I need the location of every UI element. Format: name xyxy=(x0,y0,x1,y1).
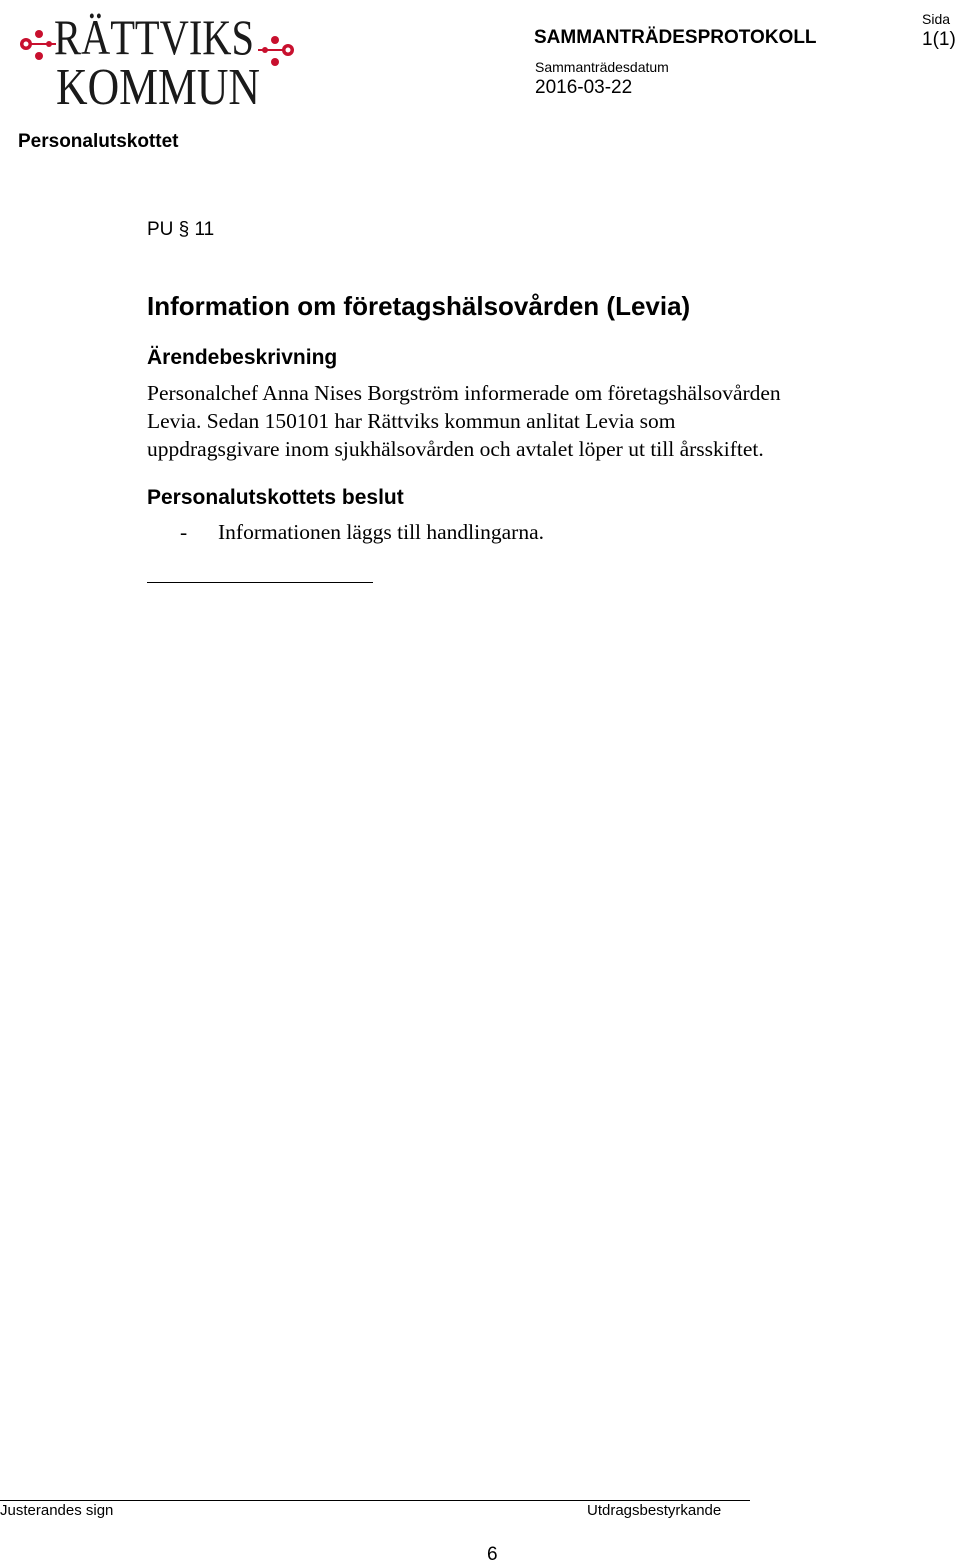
municipality-logo xyxy=(16,4,300,108)
description-line: uppdragsgivare inom sjukhälsovården och avtalet löper ut till årsskiftet. xyxy=(147,437,764,461)
document-type: SAMMANTRÄDESPROTOKOLL xyxy=(534,27,817,48)
description-text xyxy=(147,379,867,463)
decision-item-text: Informationen läggs till handlingarna. xyxy=(218,520,544,544)
logo-flower-ornament-left xyxy=(20,30,56,60)
page-value: 1(1) xyxy=(922,29,956,50)
logo-text-line2: KOMMUN xyxy=(56,59,260,108)
paragraph-number: PU § 11 xyxy=(147,219,215,240)
page-label: Sida xyxy=(922,11,951,27)
item-title: Information om företagshälsovården (Levia) xyxy=(147,291,691,321)
logo-flower-ornament-right xyxy=(258,36,294,66)
description-heading: Ärendebeskrivning xyxy=(147,346,338,369)
description-line: Personalchef Anna Nises Borgström informerade om företagshälsovården xyxy=(147,381,781,405)
logo-graphic xyxy=(16,4,300,108)
section-divider xyxy=(147,582,373,583)
page-number: 6 xyxy=(487,1544,498,1565)
decision-heading: Personalutskottets beslut xyxy=(147,486,404,509)
meeting-date-value: 2016-03-22 xyxy=(535,77,633,98)
description-line: Levia. Sedan 150101 har Rättviks kommun anlitat Levia som xyxy=(147,409,676,433)
committee-name: Personalutskottet xyxy=(18,131,179,152)
footer-adjuster-sign-label: Justerandes sign xyxy=(0,1502,114,1519)
logo-text-line1: RÄTTVIKS xyxy=(54,9,254,65)
list-dash: - xyxy=(180,520,188,544)
decision-list-item xyxy=(180,518,544,546)
meeting-date-label: Sammanträdesdatum xyxy=(535,59,669,75)
footer-divider xyxy=(0,1500,750,1501)
footer-certified-extract-label: Utdragsbestyrkande xyxy=(587,1502,722,1519)
